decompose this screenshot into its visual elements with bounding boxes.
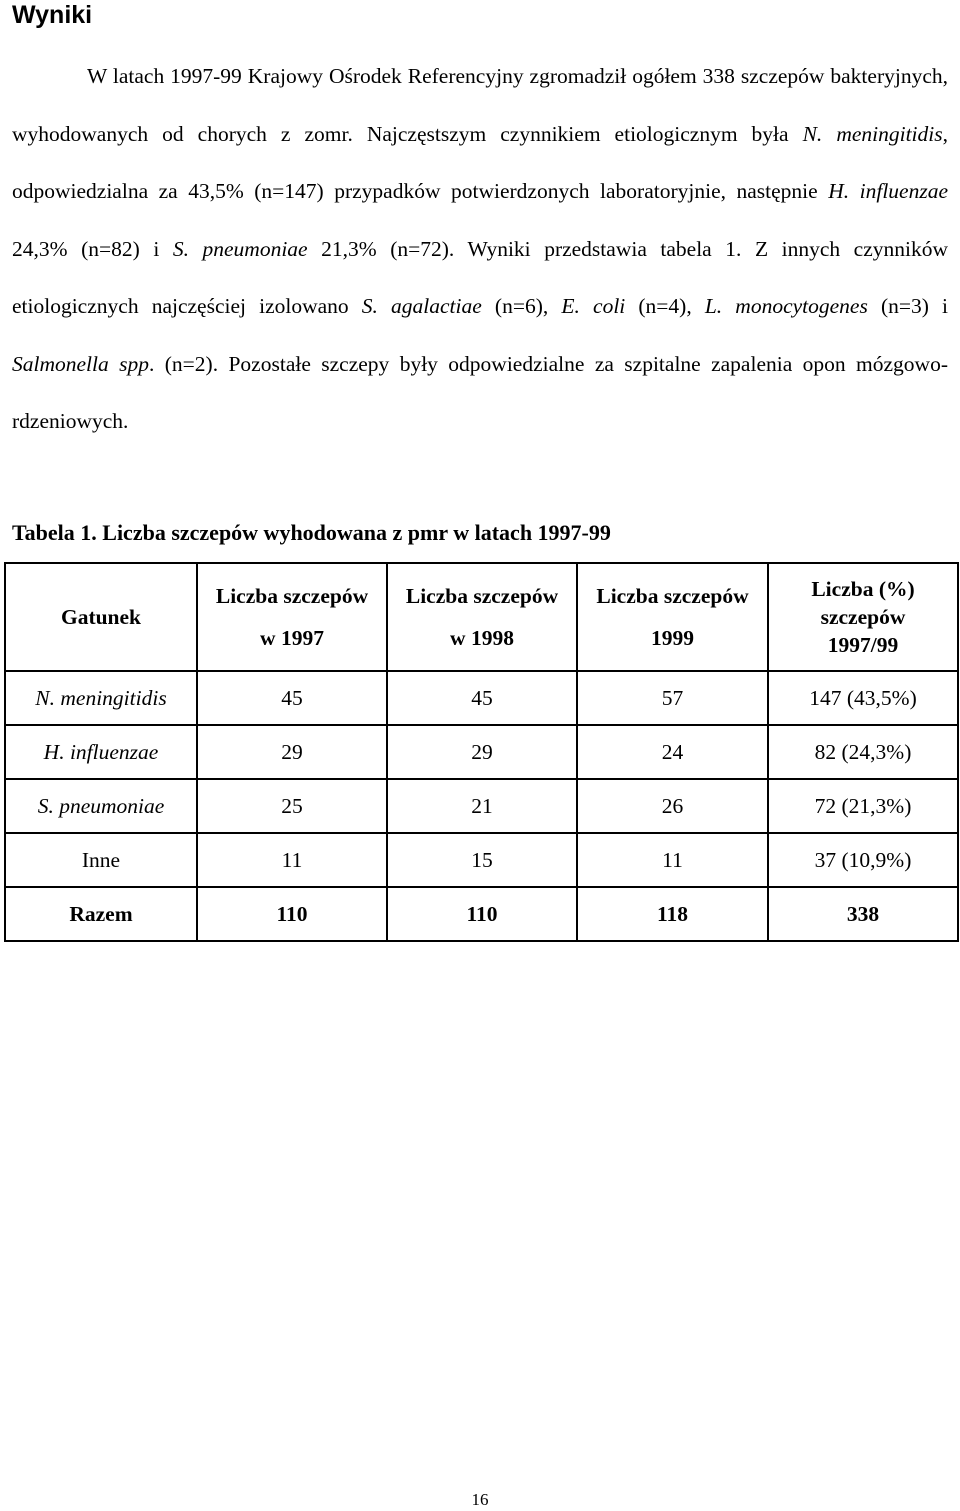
cell-1998: 15 [387,833,577,887]
para-species-5: E. coli [561,294,626,318]
table-header-row [5,563,958,671]
para-text-2: , odpowiedzialna za 43,5% (n=147) przypadków potwierdzonych laboratoryjnie, następnie [12,121,948,203]
table-total-row [5,887,958,941]
cell-total-1999: 118 [577,887,768,941]
cell-1999: 26 [577,779,768,833]
results-paragraph [12,48,948,451]
cell-total-1997: 110 [197,887,387,941]
page-number: 16 [471,1490,489,1509]
cell-species: N. meningitidis [5,671,197,725]
cell-species: Inne [5,833,197,887]
header-1997: Liczba szczepów w 1997 [197,563,387,671]
header-total: Liczba (%) szczepów 1997/99 [768,563,958,671]
cell-total: 37 (10,9%) [768,833,958,887]
para-species-1: N. meningitidis [802,121,943,146]
para-species-3: S. pneumoniae [172,236,308,261]
cell-species: S. pneumoniae [5,779,197,833]
para-text-7: (n=3) i [867,294,949,318]
table-row [5,725,958,779]
section-heading: Wyniki [12,1,93,29]
para-text-3: 24,3% (n=82) i [12,236,173,261]
para-text-5: (n=6), [481,294,562,318]
para-text-1: W latach 1997-99 Krajowy Ośrodek Referencyjny zgromadził ogółem 338 szczepów bakteryjnych, wyhodowanych od chorych z zomr. Najczęstszym czynnikiem etiologicznym była [12,64,948,146]
header-1998: Liczba szczepów w 1998 [387,563,577,671]
para-text-6: (n=4), [625,294,705,318]
para-species-7: Salmonella spp [12,351,149,376]
cell-1998: 29 [387,725,577,779]
cell-1998: 45 [387,671,577,725]
cell-1999: 24 [577,725,768,779]
table-caption: Tabela 1. Liczba szczepów wyhodowana z pmr w latach 1997-99 [12,520,611,545]
cell-1999: 11 [577,833,768,887]
cell-species: H. influenzae [5,725,197,779]
para-text-8: . (n=2). Pozostałe szczepy były odpowiedzialne za szpitalne zapalenia opon mózgowo-rdzeniowych. [12,351,948,433]
para-species-4: S. agalactiae [361,294,482,318]
cell-total: 72 (21,3%) [768,779,958,833]
cell-total: 147 (43,5%) [768,671,958,725]
table-row [5,671,958,725]
strains-table [4,562,959,942]
cell-total: 82 (24,3%) [768,725,958,779]
para-species-2: H. influenzae [828,179,949,203]
cell-1998: 21 [387,779,577,833]
cell-1997: 25 [197,779,387,833]
table-row [5,779,958,833]
header-species: Gatunek [5,563,197,671]
header-1999: Liczba szczepów 1999 [577,563,768,671]
cell-grand-total: 338 [768,887,958,941]
table-row [5,833,958,887]
cell-1999: 57 [577,671,768,725]
para-species-6: L. monocytogenes [704,294,868,318]
cell-total-1998: 110 [387,887,577,941]
cell-total-label: Razem [5,887,197,941]
para-text-4: 21,3% (n=72). Wyniki przedstawia tabela 1. Z innych czynników etiologicznych najczęściej izolowano [12,236,949,318]
cell-1997: 29 [197,725,387,779]
cell-1997: 45 [197,671,387,725]
cell-1997: 11 [197,833,387,887]
